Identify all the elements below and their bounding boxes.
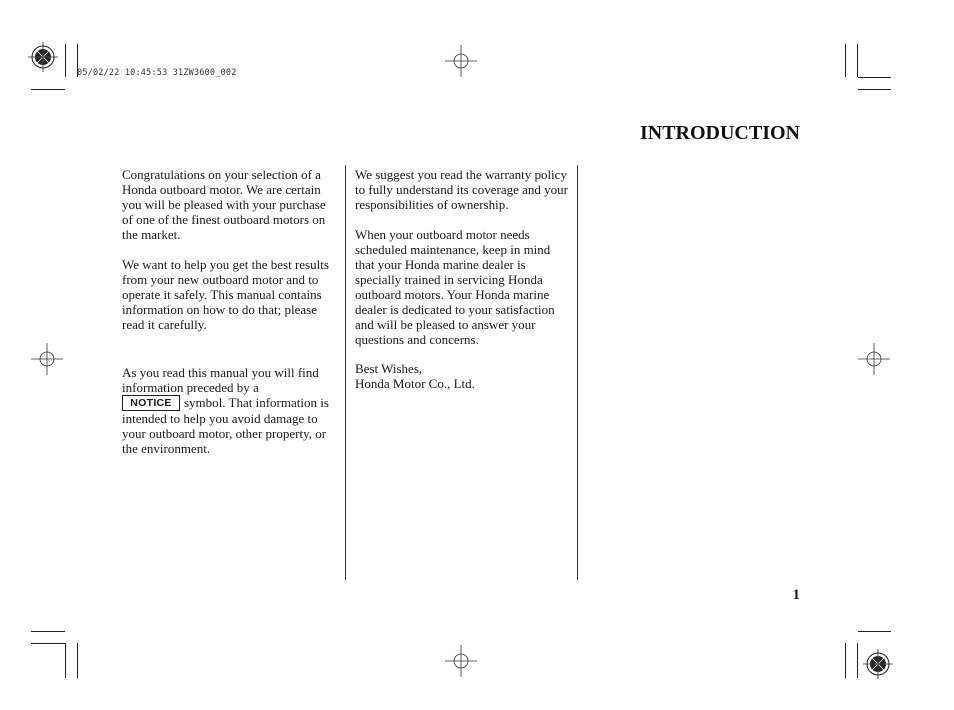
registration-mark-bottom-right — [863, 649, 893, 679]
text-column-right — [355, 167, 570, 391]
closing-greeting: Best Wishes, — [355, 361, 423, 376]
crosshair-mark-right — [858, 343, 890, 375]
paragraph-notice-intro: As you read this manual you will find information preceded by a — [122, 365, 319, 395]
crosshair-mark-top — [445, 45, 477, 77]
crop-line-tr-v1 — [845, 44, 846, 77]
column-divider-left — [345, 165, 346, 580]
crop-line-br-h — [858, 631, 891, 632]
signature: Honda Motor Co., Ltd. — [355, 376, 475, 391]
notice-explanation-text: symbol. That information is intended to help you avoid damage to your outboard motor, other property, or the environment. — [122, 395, 329, 456]
text-column-left — [122, 167, 334, 456]
crop-line-bl-h2 — [31, 643, 65, 644]
paragraph-congratulations: Congratulations on your selection of a Honda outboard motor. We are certain you will be pleased with your purchase of one of the finest outboard motors on the market. — [122, 167, 326, 242]
paragraph-notice-explanation — [122, 395, 334, 456]
crop-line-tr-h2 — [858, 89, 891, 90]
crop-line-tl-h — [31, 89, 65, 90]
crop-line-bl-v2 — [77, 643, 78, 678]
crop-line-tr-v2 — [857, 44, 858, 77]
crop-line-tl-v1 — [65, 44, 66, 77]
registration-mark-top-left — [28, 42, 58, 72]
page-number: 1 — [792, 587, 800, 603]
column-divider-right — [577, 165, 578, 580]
crop-line-bl-v1 — [65, 643, 66, 678]
page-title: INTRODUCTION — [639, 122, 800, 144]
crop-line-bl-h1 — [31, 631, 65, 632]
crop-line-br-v1 — [845, 643, 846, 678]
paragraph-help: We want to help you get the best results from your new outboard motor and to operate it safely. This manual contains information on how to do that; please read it carefully. — [122, 257, 329, 332]
notice-symbol: NOTICE — [122, 395, 180, 411]
paragraph-maintenance: When your outboard motor needs scheduled maintenance, keep in mind that your Honda marine dealer is specially trained in servicing Honda outboard motors. Your Honda marine dealer is dedicated to your satisfaction and will be pleased to answer your questions and concerns. — [355, 227, 555, 347]
paragraph-warranty: We suggest you read the warranty policy to fully understand its coverage and your responsibilities of ownership. — [355, 167, 568, 212]
crosshair-mark-left — [31, 343, 63, 375]
crop-line-tr-h1 — [858, 77, 891, 78]
print-stamp: 05/02/22 10:45:53 31ZW3600_002 — [77, 68, 237, 78]
crosshair-mark-bottom — [445, 645, 477, 677]
crop-line-br-v2 — [857, 643, 858, 678]
